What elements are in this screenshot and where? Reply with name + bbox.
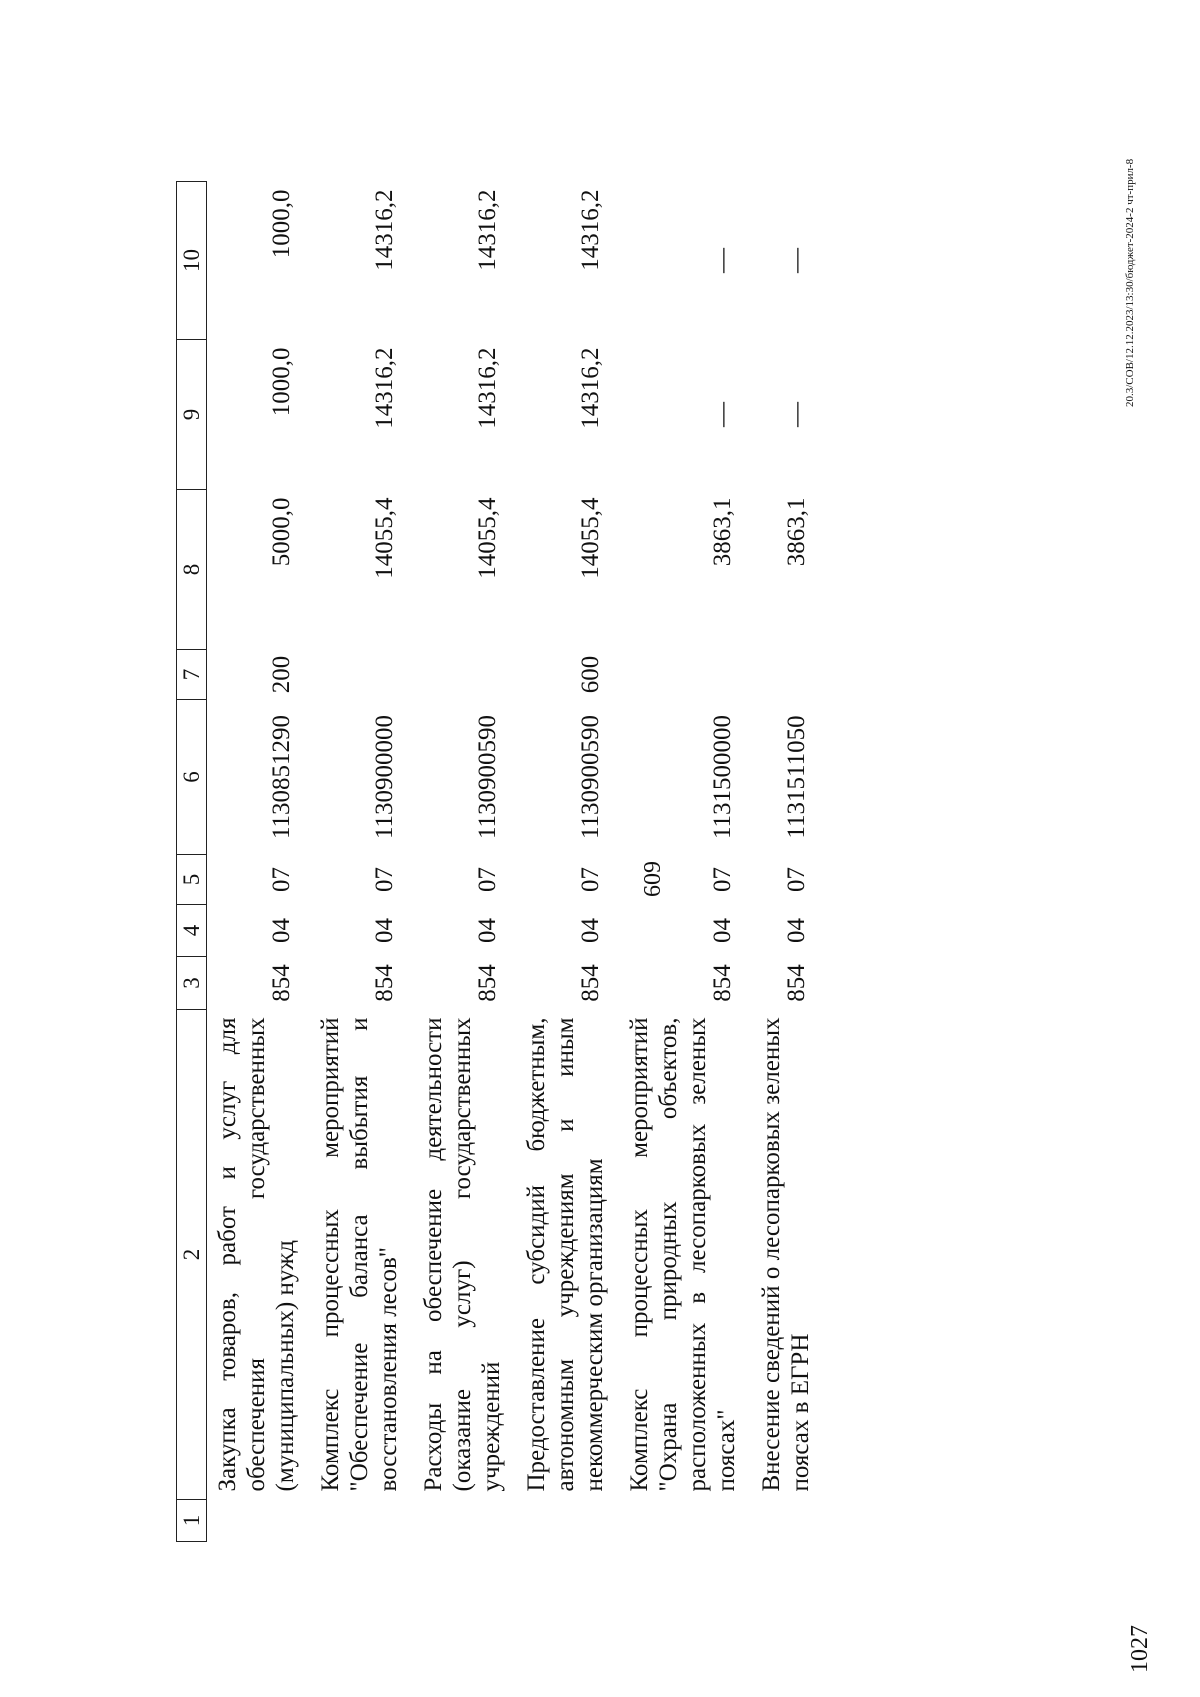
cell-col8: 3863,1 <box>709 497 736 567</box>
cell-name: Комплекс процессных мероприятий "Охрана природных объектов, расположенных в лесопарковых зеленых поясах" <box>626 1017 740 1492</box>
budget-table <box>176 181 825 1542</box>
cell-col4: 04 <box>371 918 398 943</box>
cell-col3: 854 <box>474 964 501 1002</box>
header-col-7: 7 <box>177 650 207 700</box>
cell-col3: 854 <box>783 964 810 1002</box>
cell-col5: 07 <box>474 867 501 892</box>
cell-name: Внесение сведений о лесопарковых зеленых поясах в ЕГРН <box>758 1017 814 1492</box>
cell-col1 <box>207 1500 311 1542</box>
cell-col6: 1130900590 <box>474 714 501 840</box>
cell-col3: 854 <box>577 964 604 1002</box>
cell-col10: 14316,2 <box>474 189 501 271</box>
cell-col6: 1130900000 <box>371 714 398 840</box>
cell-col5: 07 <box>371 867 398 892</box>
header-col-4: 4 <box>177 905 207 957</box>
table-row <box>207 182 311 1542</box>
document-code: 20.3/СОВ/12.12.2023/13:30/бюджет-2024-2 чт-прил-8 <box>1124 158 1136 407</box>
cell-col9: — <box>709 402 736 427</box>
cell-col6: 1130900590 <box>577 714 604 840</box>
cell-col9: 14316,2 <box>371 347 398 429</box>
cell-name: Закупка товаров, работ и услуг для обеспечения государственных (муниципальных) нужд <box>214 1017 299 1492</box>
cell-col10: — <box>709 248 736 273</box>
cell-col10: 1000,0 <box>268 189 295 259</box>
header-col-6: 6 <box>177 700 207 855</box>
cell-col4: 04 <box>783 918 810 943</box>
cell-col7 <box>619 650 751 700</box>
cell-col1 <box>310 1500 413 1542</box>
header-col-5: 5 <box>177 855 207 905</box>
cell-col6: 1130851290 <box>268 714 295 840</box>
cell-col10: — <box>783 248 810 273</box>
cell-col7: 200 <box>268 655 295 694</box>
cell-col7 <box>413 650 516 700</box>
cell-col6: 1131500000 <box>709 714 736 840</box>
cell-name: Расходы на обеспечение деятельности (оказание услуг) государственных учреждений <box>420 1017 505 1492</box>
header-row <box>177 182 207 1542</box>
cell-col4: 04 <box>474 918 501 943</box>
table-row <box>413 182 516 1542</box>
cell-col8: 14055,4 <box>577 497 604 579</box>
cell-col8: 14055,4 <box>474 497 501 579</box>
cell-col10: 14316,2 <box>371 189 398 271</box>
cell-col3: 854 <box>709 964 736 1002</box>
header-col-3: 3 <box>177 957 207 1010</box>
table-row <box>619 182 751 1542</box>
cell-col4: 04 <box>709 918 736 943</box>
cell-col5: 07 <box>709 867 736 892</box>
header-col-8: 8 <box>177 490 207 650</box>
header-col-9: 9 <box>177 340 207 490</box>
cell-col9: 14316,2 <box>474 347 501 429</box>
cell-col9: — <box>783 402 810 427</box>
table-row <box>310 182 413 1542</box>
cell-col5: 07 <box>268 867 295 892</box>
cell-name: Предоставление субсидий бюджетным, автономным учреждениям и иным некоммерческим организациям <box>523 1017 608 1492</box>
cell-col6: 1131511050 <box>783 715 810 839</box>
header-col-10: 10 <box>177 182 207 340</box>
table-row <box>516 182 619 1542</box>
cell-col3: 854 <box>371 964 398 1002</box>
cell-col8: 5000,0 <box>268 497 295 567</box>
cell-col8: 3863,1 <box>783 497 810 567</box>
page-number: 609 <box>640 861 666 897</box>
header-col-1: 1 <box>177 1500 207 1542</box>
cell-col7 <box>310 650 413 700</box>
cell-col4: 04 <box>577 918 604 943</box>
table-row <box>751 182 825 1542</box>
cell-col5: 07 <box>783 867 810 892</box>
header-col-2: 2 <box>177 1010 207 1500</box>
cell-col1 <box>516 1500 619 1542</box>
cell-name: Комплекс процессных мероприятий "Обеспечение баланса выбытия и восстановления лесов" <box>317 1017 402 1492</box>
cell-col9: 1000,0 <box>268 347 295 417</box>
cell-col1 <box>751 1500 825 1542</box>
cell-col4: 04 <box>268 918 295 943</box>
cell-col10: 14316,2 <box>577 189 604 271</box>
cell-col7: 600 <box>577 655 604 694</box>
cell-col1 <box>413 1500 516 1542</box>
cell-col7 <box>751 650 825 700</box>
cell-col1 <box>619 1500 751 1542</box>
sheet-number: 1027 <box>1127 1625 1153 1673</box>
cell-col5: 07 <box>577 867 604 892</box>
cell-col3: 854 <box>268 964 295 1002</box>
cell-col8: 14055,4 <box>371 497 398 579</box>
cell-col9: 14316,2 <box>577 347 604 429</box>
